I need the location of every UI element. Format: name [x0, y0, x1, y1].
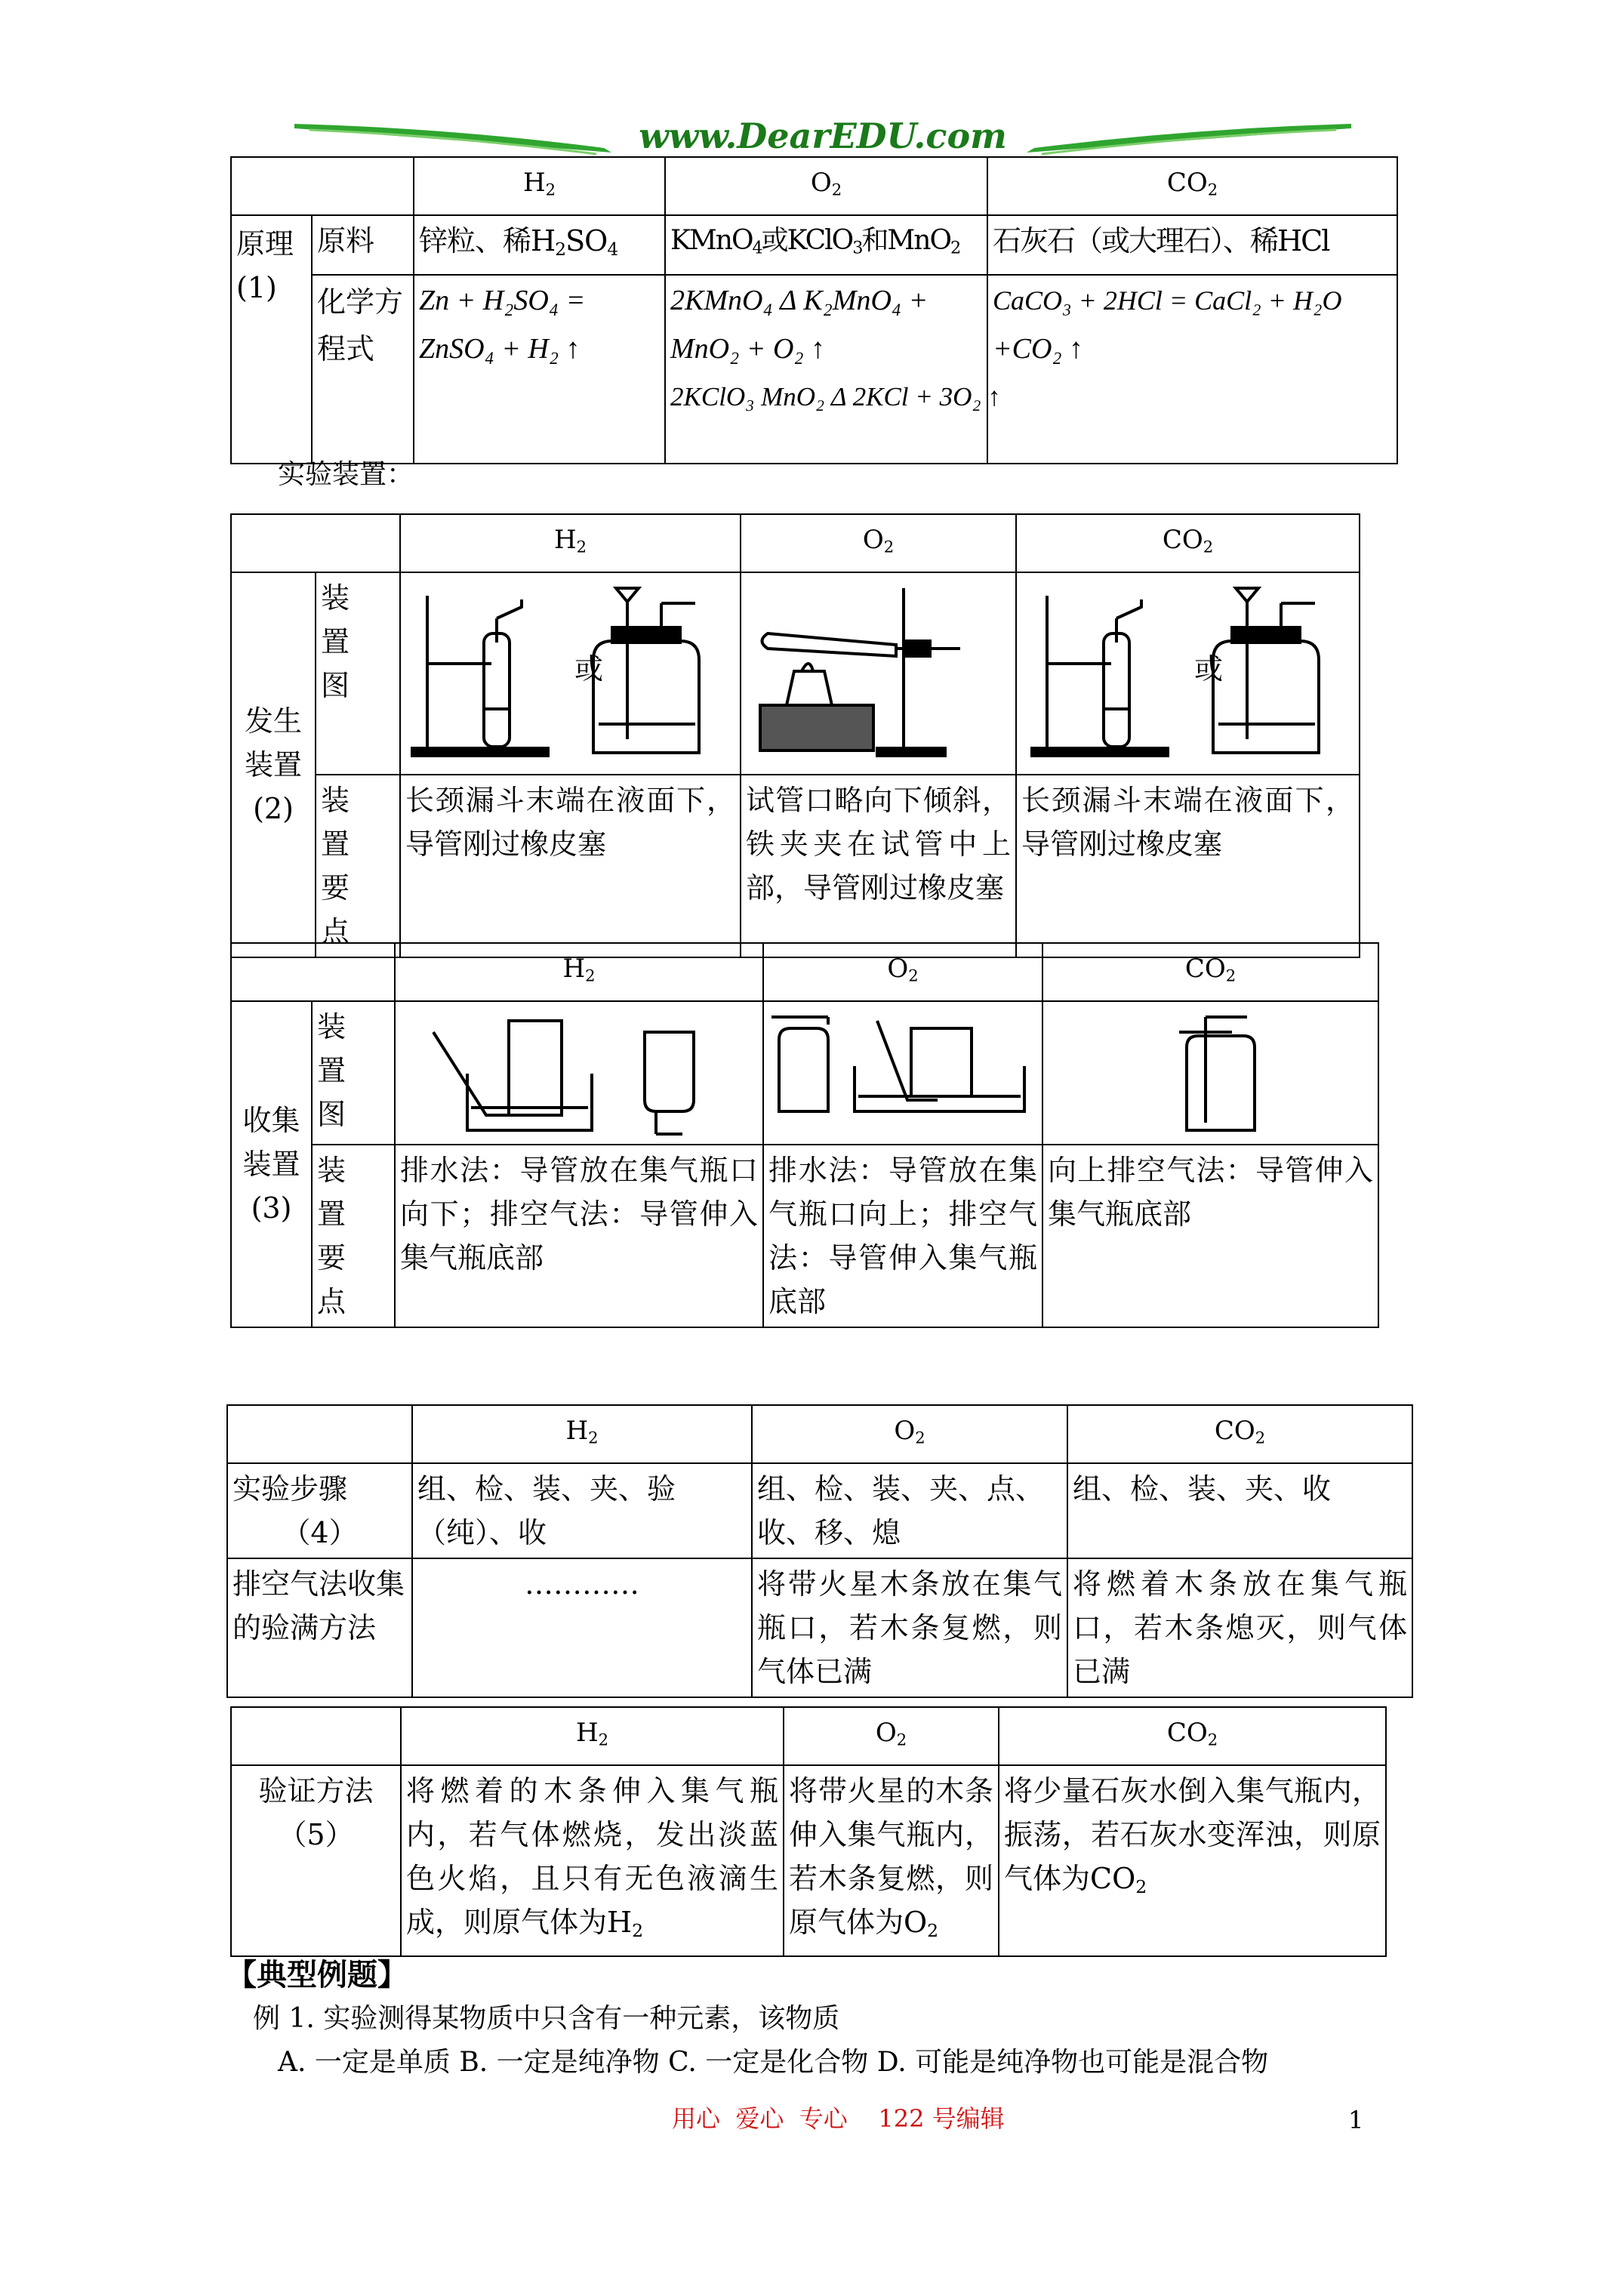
label-full-check: 排空气法收集的验满方法: [227, 1558, 412, 1697]
col-o2: $O_2$: [784, 1707, 999, 1765]
examples-heading: 【典型例题】: [226, 1958, 408, 1992]
h2-full-check: …………: [412, 1558, 752, 1697]
o2-materials: KMnO$_4$或KClO$_3$和MnO$_2$: [665, 215, 987, 275]
co2-materials: 石灰石（或大理石）、稀HCl: [987, 215, 1397, 275]
row-group-principle: 原理 (1): [231, 215, 312, 464]
col-o2: $O_2$: [763, 943, 1042, 1001]
collection-table: [230, 942, 1379, 1328]
header-blank: [231, 157, 414, 215]
row-group-collection: 收集装置 (3): [231, 1001, 312, 1327]
co2-collector-points: 向上排空气法：导管伸入集气瓶底部: [1042, 1145, 1378, 1327]
o2-equation: 2KMnO₄ Δ K₂MnO₄ + MnO₂ + O₂ ↑ 2KClO₃ MnO₂ Δ 2KCl + 3O₂ ↑: [665, 275, 987, 464]
o2-steps: 组、检、装、夹、点、收、移、熄: [752, 1463, 1067, 1558]
o2-collector-points: 排水法：导管放在集气瓶口向上；排空气法：导管伸入集气瓶底部: [763, 1145, 1042, 1327]
header-blank: [231, 1707, 401, 1765]
co2-generator-drawing: [1017, 573, 1360, 774]
o2-collector-diagram: [763, 1001, 1042, 1145]
o2-full-check: 将带火星木条放在集气瓶口，若木条复燃，则气体已满: [752, 1558, 1067, 1697]
footer-credit: 用心 爱心 专心 122 号编辑: [672, 2104, 1005, 2133]
col-co2: $CO_2$: [1016, 514, 1360, 572]
label-steps: 实验步骤 （4）: [227, 1463, 412, 1558]
h2-collector-diagram: [395, 1001, 763, 1145]
o2-verification: 将带火星的木条伸入集气瓶内，若木条复燃，则原气体为$O_2$: [784, 1765, 999, 1956]
co2-generator-points: 长颈漏斗末端在液面下，导管刚过橡皮塞: [1016, 775, 1360, 957]
co2-verification: 将少量石灰水倒入集气瓶内，振荡，若石灰水变浑浊，则原气体为$CO_2$: [999, 1765, 1386, 1956]
col-h2: $H_2$: [414, 157, 665, 215]
label-key-points: 装置要点: [312, 1145, 395, 1327]
h2-equation: Zn + H₂SO₄ = ZnSO₄ + H₂ ↑: [414, 275, 665, 464]
o2-generator-diagram: [741, 572, 1016, 775]
col-h2: $H_2$: [401, 1707, 784, 1765]
example-1-question: 例 1. 实验测得某物质中只含有一种元素，该物质: [253, 2003, 840, 2034]
co2-steps: 组、检、装、夹、收: [1067, 1463, 1412, 1558]
co2-collector-drawing: [1043, 1002, 1379, 1144]
col-o2: $O_2$: [665, 157, 987, 215]
co2-full-check: 将燃着木条放在集气瓶口，若木条熄灭，则气体已满: [1067, 1558, 1412, 1697]
header-blank: [231, 514, 400, 572]
h2-collector-points: 排水法：导管放在集气瓶口向下；排空气法：导管伸入集气瓶底部: [395, 1145, 763, 1327]
or-text: 或: [1194, 652, 1224, 686]
col-h2: $H_2$: [400, 514, 741, 572]
or-text: 或: [574, 652, 604, 686]
label-diagram: 装置图: [312, 1001, 395, 1145]
procedure-table: [226, 1404, 1413, 1698]
page-number: 1: [1348, 2106, 1364, 2134]
verification-table: [230, 1706, 1387, 1957]
label-diagram: 装置图: [316, 572, 400, 775]
h2-verification: 将燃着的木条伸入集气瓶内，若气体燃烧，发出淡蓝色火焰，且只有无色液滴生成，则原气体为$H_2$: [401, 1765, 784, 1956]
row-group-generation: 发生装置 (2): [231, 572, 316, 957]
label-materials: 原料: [312, 215, 414, 275]
co2-generator-diagram: [1016, 572, 1360, 775]
h2-materials: 锌粒、稀$H_2SO_4$: [414, 215, 665, 275]
col-co2: $CO_2$: [987, 157, 1397, 215]
co2-collector-diagram: [1042, 1001, 1378, 1145]
col-h2: $H_2$: [395, 943, 763, 1001]
header-banner: [287, 115, 1359, 160]
col-o2: $O_2$: [741, 514, 1016, 572]
label-key-points: 装置要点: [316, 775, 400, 957]
label-verification: 验证方法 （5）: [231, 1765, 401, 1956]
header-blank: [231, 943, 395, 1001]
col-h2: $H_2$: [412, 1405, 752, 1463]
h2-generator-points: 长颈漏斗末端在液面下，导管刚过橡皮塞: [400, 775, 741, 957]
h2-generator-diagram: [400, 572, 741, 775]
site-url: www.DearEDU.com: [639, 116, 1007, 156]
principle-table: [230, 156, 1398, 464]
h2-generator-drawing: [401, 573, 741, 774]
co2-equation: CaCO₃ + 2HCl = CaCl₂ + H₂O +CO₂ ↑: [987, 275, 1397, 464]
label-equation: 化学方程式: [312, 275, 414, 464]
h2-steps: 组、检、装、夹、验（纯）、收: [412, 1463, 752, 1558]
col-co2: $CO_2$: [1067, 1405, 1412, 1463]
example-1-options: A. 一定是单质 B. 一定是纯净物 C. 一定是化合物 D. 可能是纯净物也可能是混合物: [278, 2047, 1269, 2078]
apparatus-caption: 实验装置：: [278, 459, 414, 490]
o2-generator-points: 试管口略向下倾斜，铁夹夹在试管中上部，导管刚过橡皮塞: [741, 775, 1016, 957]
h2-collector-drawing: [396, 1002, 764, 1144]
col-co2: $CO_2$: [999, 1707, 1386, 1765]
generation-table: [230, 513, 1360, 958]
col-o2: $O_2$: [752, 1405, 1067, 1463]
o2-generator-drawing: [741, 573, 1017, 774]
header-blank: [227, 1405, 412, 1463]
col-co2: $CO_2$: [1042, 943, 1378, 1001]
o2-collector-drawing: [764, 1002, 1043, 1144]
